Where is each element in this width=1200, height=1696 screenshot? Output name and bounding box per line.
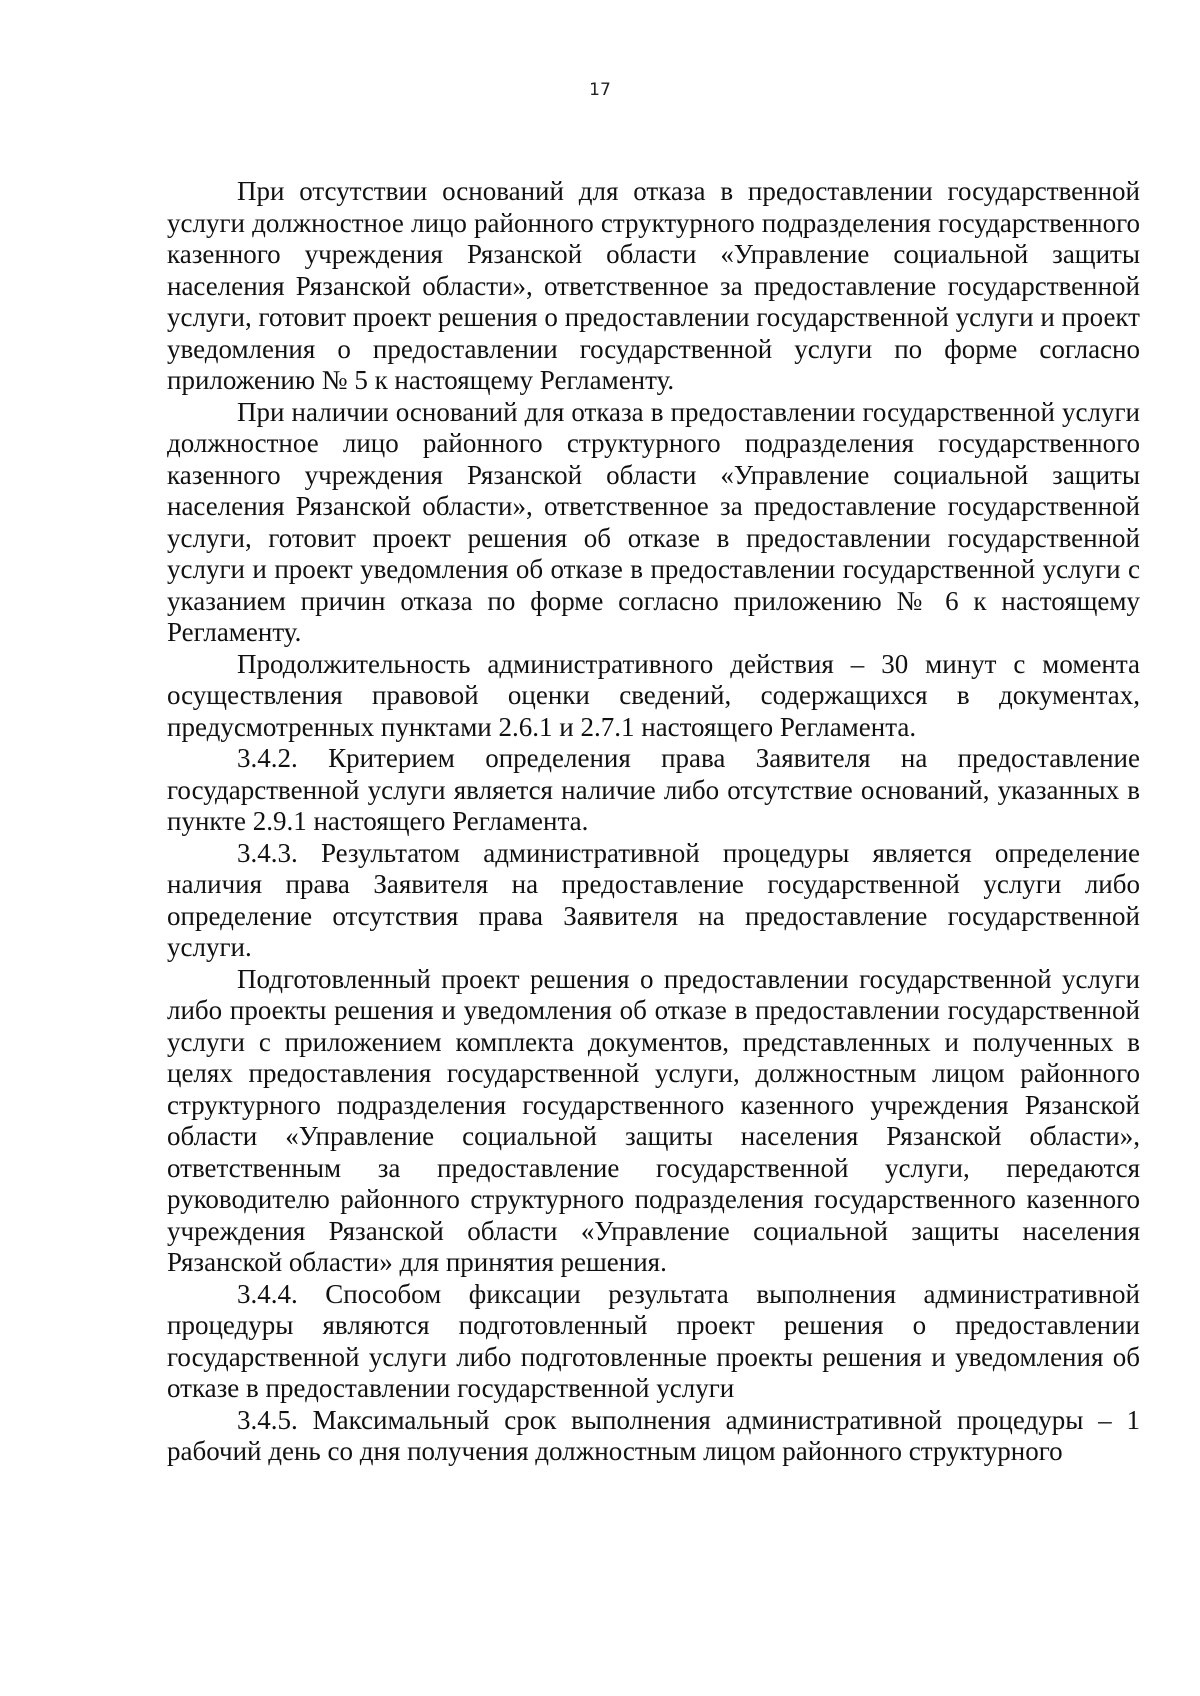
paragraph-3-4-5: 3.4.5. Максимальный срок выполнения административной процедуры – 1 рабочий день со дня получения должностным лицом районного структурного [167,1404,1140,1466]
paragraph-3-4-3: 3.4.3. Результатом административной процедуры является определение наличия права Заявителя на предоставление государственной услуги либо определение отсутствия права Заявителя на предоставление государственной услуги. [167,837,1140,962]
document-body [167,176,1140,1468]
paragraph-3-4-4: 3.4.4. Способом фиксации результата выполнения административной процедуры являются подготовленный проект решения о предоставлении государственной услуги либо подготовленные проекты решения и уведомления об отказе в предоставлении государственной услуги [167,1278,1140,1403]
paragraph-prepared-draft: Подготовленный проект решения о предоставлении государственной услуги либо проекты решения и уведомления об отказе в предоставлении государственной услуги с приложением комплекта документов, представленных и полученных в целях предоставления государственной услуги, должностным лицом районного структурного подразделения государственного казенного учреждения Рязанской области «Управление социальной защиты населения Рязанской области», ответственным за предоставление государственной услуги, передаются руководителю районного структурного подразделения государственного казенного учреждения Рязанской области «Управление социальной защиты населения Рязанской области» для принятия решения. [167,963,1140,1277]
page-number: 17 [589,80,611,100]
paragraph-action-duration: Продолжительность административного действия – 30 минут с момента осуществления правовой оценки сведений, содержащихся в документах, предусмотренных пунктами 2.6.1 и 2.7.1 настоящего Регламента. [167,648,1140,742]
paragraph-no-grounds-for-refusal: При отсутствии оснований для отказа в предоставлении государственной услуги должностное лицо районного структурного подразделения государственного казенного учреждения Рязанской области «Управление социальной защиты населения Рязанской области», ответственное за предоставление государственной услуги, готовит проект решения о предоставлении государственной услуги и проект уведомления о предоставлении государственной услуги по форме согласно приложению № 5 к настоящему Регламенту. [167,176,1140,395]
paragraph-3-4-2: 3.4.2. Критерием определения права Заявителя на предоставление государственной услуги является наличие либо отсутствие оснований, указанных в пункте 2.9.1 настоящего Регламента. [167,743,1140,836]
paragraph-grounds-for-refusal: При наличии оснований для отказа в предоставлении государственной услуги должностное лицо районного структурного подразделения государственного казенного учреждения Рязанской области «Управление социальной защиты населения Рязанской области», ответственное за предоставление государственной услуги, готовит проект решения об отказе в предоставлении государственной услуги и проект уведомления об отказе в предоставлении государственной услуги с указанием причин отказа по форме согласно приложению № 6 к настоящему Регламенту. [167,396,1140,647]
